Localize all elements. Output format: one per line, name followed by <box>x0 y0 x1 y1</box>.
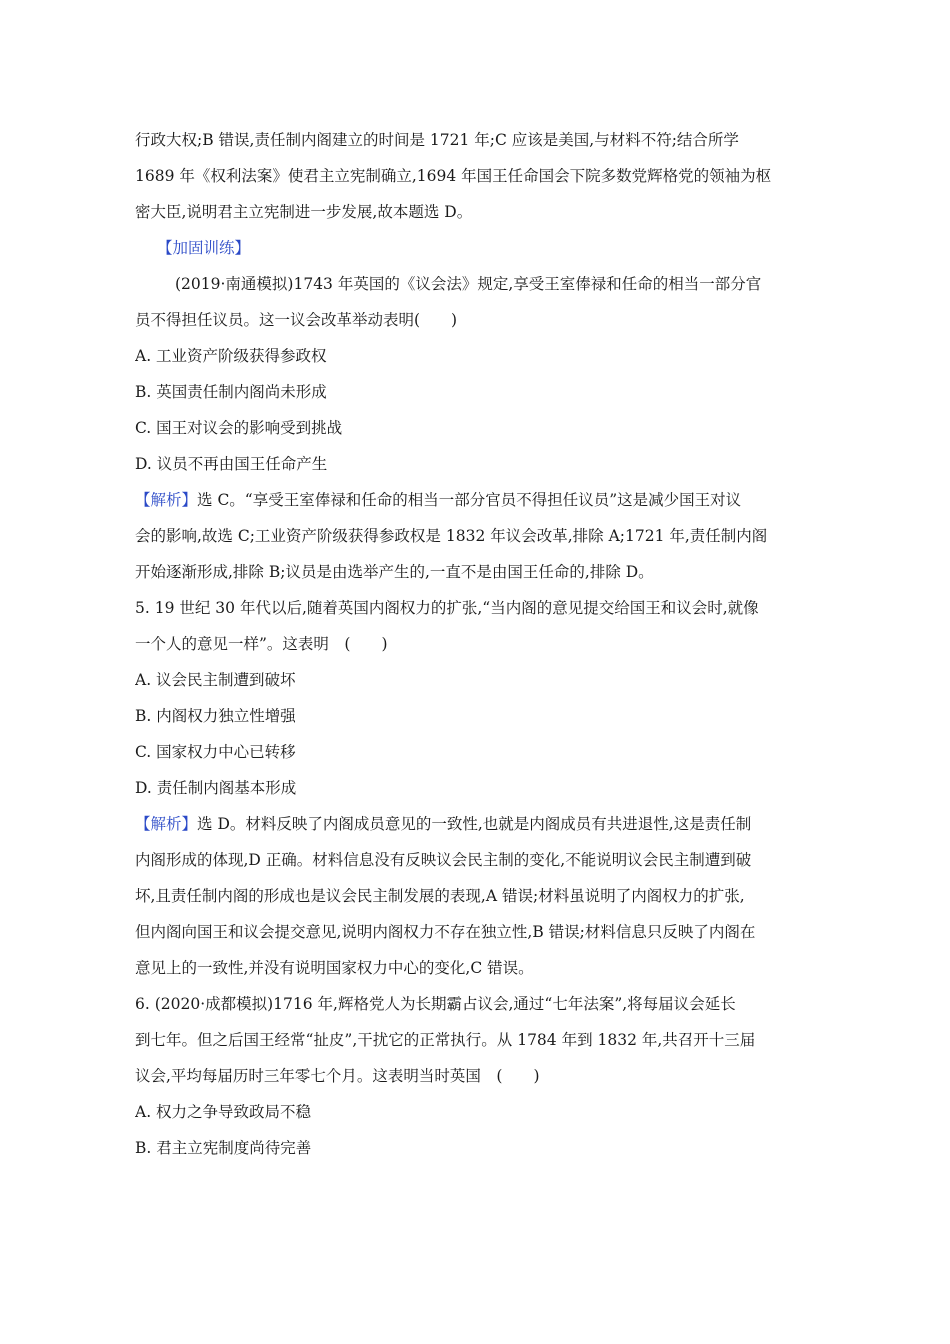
option-d: D. 议员不再由国王任命产生 <box>135 455 328 473</box>
reinforce-tag: 【加固训练】 <box>157 239 251 257</box>
text-line: 1689 年《权利法案》使君主立宪制确立,1694 年国王任命国会下院多数党辉格党的领袖为枢 <box>135 167 772 185</box>
option-a: A. 权力之争导致政局不稳 <box>135 1103 312 1121</box>
question-6 <box>135 986 815 1166</box>
option-c: C. 国家权力中心已转移 <box>135 743 296 761</box>
question-stem: 5. 19 世纪 30 年代以后,随着英国内阁权力的扩张,“当内阁的意见提交给国王和议会时,就像 <box>135 599 759 617</box>
analysis-line: 意见上的一致性,并没有说明国家权力中心的变化,C 错误。 <box>135 959 534 977</box>
option-d: D. 责任制内阁基本形成 <box>135 779 297 797</box>
text-line: 密大臣,说明君主立宪制进一步发展,故本题选 D。 <box>135 203 473 221</box>
question-stem: 员不得担任议员。这一议会改革举动表明( ) <box>135 311 458 329</box>
analysis-text: 选 D。材料反映了内阁成员意见的一致性,也就是内阁成员有共进退性,这是责任制 <box>197 815 752 833</box>
option-b: B. 君主立宪制度尚待完善 <box>135 1139 312 1157</box>
reinforce-training <box>135 230 815 590</box>
analysis-text: 选 C。“享受王室俸禄和任命的相当一部分官员不得担任议员”这是减少国王对议 <box>197 491 742 509</box>
analysis-line: 开始逐渐形成,排除 B;议员是由选举产生的,一直不是由国王任命的,排除 D。 <box>135 563 654 581</box>
analysis-tag: 【解析】 <box>135 491 198 509</box>
reinforce-heading <box>135 230 815 266</box>
option-b: B. 英国责任制内阁尚未形成 <box>135 383 327 401</box>
analysis-line <box>135 806 815 842</box>
option-b: B. 内阁权力独立性增强 <box>135 707 296 725</box>
text-line: 行政大权;B 错误,责任制内阁建立的时间是 1721 年;C 应该是美国,与材料不符;结合所学 <box>135 131 739 149</box>
analysis-tag: 【解析】 <box>135 815 198 833</box>
document-body <box>135 122 815 1166</box>
question-stem: 议会,平均每届历时三年零七个月。这表明当时英国 ( ) <box>135 1067 540 1085</box>
analysis-line: 但内阁向国王和议会提交意见,说明内阁权力不存在独立性,B 错误;材料信息只反映了内阁在 <box>135 923 756 941</box>
question-stem: 6. (2020·成都模拟)1716 年,辉格党人为长期霸占议会,通过“七年法案”,将每届议会延长 <box>135 995 736 1013</box>
question-4-analysis-tail <box>135 122 815 230</box>
analysis-line <box>135 482 815 518</box>
analysis-line: 会的影响,故选 C;工业资产阶级获得参政权是 1832 年议会改革,排除 A;1721 年,责任制内阁 <box>135 527 768 545</box>
option-a: A. 议会民主制遭到破坏 <box>135 671 296 689</box>
question-stem: 一个人的意见一样”。这表明 ( ) <box>135 635 388 653</box>
question-stem: 到七年。但之后国王经常“扯皮”,干扰它的正常执行。从 1784 年到 1832 年,共召开十三届 <box>135 1031 756 1049</box>
option-a: A. 工业资产阶级获得参政权 <box>135 347 327 365</box>
question-stem: (2019·南通模拟)1743 年英国的《议会法》规定,享受王室俸禄和任命的相当一部分官 <box>175 275 762 293</box>
option-c: C. 国王对议会的影响受到挑战 <box>135 419 343 437</box>
analysis-line: 内阁形成的体现,D 正确。材料信息没有反映议会民主制的变化,不能说明议会民主制遭到破 <box>135 851 752 869</box>
question-5 <box>135 590 815 986</box>
analysis-line: 坏,且责任制内阁的形成也是议会民主制发展的表现,A 错误;材料虽说明了内阁权力的扩张, <box>135 887 745 905</box>
